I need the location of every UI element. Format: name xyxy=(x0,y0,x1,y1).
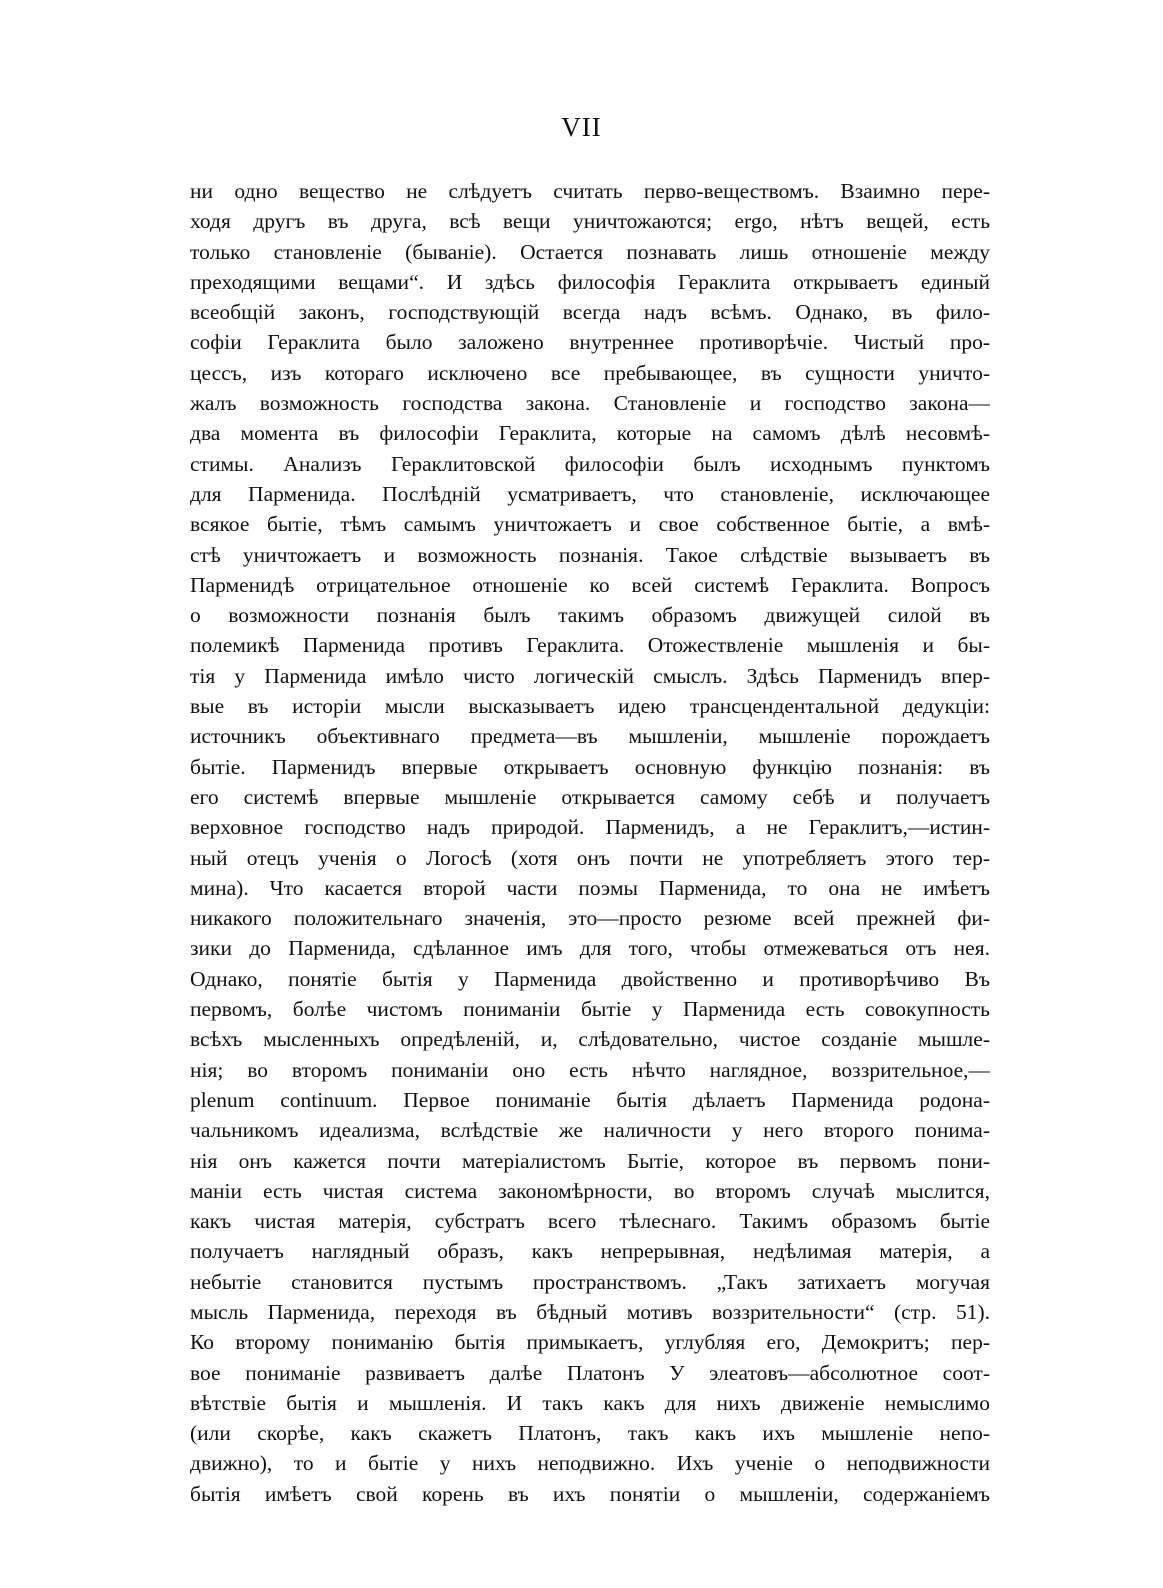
text-line: какъ чистая матерія, субстратъ всего тѣлеснаго. Такимъ образомъ бытіе xyxy=(190,1209,990,1234)
text-line: вое пониманіе развиваетъ далѣе Платонъ У элеатовъ—абсолютное соот- xyxy=(190,1360,990,1385)
body-text xyxy=(190,176,990,1509)
text-line: Парменидѣ отрицательное отношеніе ко всей системѣ Гераклита. Вопросъ xyxy=(190,572,990,597)
text-line: первомъ, болѣе чистомъ пониманіи бытіе у Парменида есть совокупность xyxy=(190,997,990,1022)
text-line: plenum continuum. Первое пониманіе бытія дѣлаетъ Парменида родона- xyxy=(190,1087,990,1112)
text-line: нія онъ кажется почти матеріалистомъ Бытіе, которое въ первомъ пони- xyxy=(190,1148,990,1173)
text-line: небытіе становится пустымъ пространствомъ. „Такъ затихаетъ могучая xyxy=(190,1269,990,1294)
text-line: ный отецъ ученія о Логосѣ (хотя онъ почти не употребляетъ этого тер- xyxy=(190,845,990,870)
text-line: цессъ, изъ котораго исключено все пребывающее, въ сущности уничто- xyxy=(190,360,990,385)
text-line: тія у Парменида имѣло чисто логическій смыслъ. Здѣсь Парменидъ впер- xyxy=(190,663,990,688)
text-line: верховное господство надъ природой. Парменидъ, а не Гераклитъ,—истин- xyxy=(190,815,990,840)
text-line: жалъ возможность господства закона. Становленіе и господство закона— xyxy=(190,391,990,416)
text-line: Однако, понятіе бытія у Парменида двойственно и противорѣчиво Въ xyxy=(190,966,990,991)
text-line: стимы. Анализъ Гераклитовской философіи былъ исходнымъ пунктомъ xyxy=(190,451,990,476)
text-line: всякое бытіе, тѣмъ самымъ уничтожаетъ и свое собственное бытіе, а вмѣ- xyxy=(190,512,990,537)
text-line: ходя другъ въ друга, всѣ вещи уничтожаются; ergo, нѣтъ вещей, есть xyxy=(190,209,990,234)
text-line: два момента въ философіи Гераклита, которые на самомъ дѣлѣ несовмѣ- xyxy=(190,421,990,446)
text-line: о возможности познанія былъ такимъ образомъ движущей силой въ xyxy=(190,603,990,628)
text-line: его системѣ впервые мышленіе открывается самому себѣ и получаетъ xyxy=(190,784,990,809)
text-line: всѣхъ мысленныхъ опредѣленій, и, слѣдовательно, чистое созданіе мышле- xyxy=(190,1027,990,1052)
text-line: чальникомъ идеализма, вслѣдствіе же наличности у него второго понима- xyxy=(190,1118,990,1143)
text-line: бытіе. Парменидъ впервые открываетъ основную функцію познанія: въ xyxy=(190,754,990,779)
text-line: вѣтствіе бытія и мышленія. И такъ какъ для нихъ движеніе немыслимо xyxy=(190,1390,990,1415)
text-line: движно), то и бытіе у нихъ неподвижно. Ихъ ученіе о неподвижности xyxy=(190,1451,990,1476)
text-line: всеобщій законъ, господствующій всегда надъ всѣмъ. Однако, въ фило- xyxy=(190,300,990,325)
text-line: ни одно вещество не слѣдуетъ считать перво-веществомъ. Взаимно пере- xyxy=(190,179,990,203)
text-line: нія; во второмъ пониманіи оно есть нѣчто наглядное, воззрительное,— xyxy=(190,1057,990,1082)
text-line: стѣ уничтожаетъ и возможность познанія. Такое слѣдствіе вызываетъ въ xyxy=(190,542,990,567)
text-line: для Парменида. Послѣдній усматриваетъ, что становленіе, исключающее xyxy=(190,481,990,506)
text-line: преходящими вещами“. И здѣсь философія Гераклита открываетъ единый xyxy=(190,269,990,294)
text-line: мина). Что касается второй части поэмы Парменида, то она не имѣетъ xyxy=(190,875,990,900)
text-line: никакого положительнаго значенія, это—просто резюме всей прежней фи- xyxy=(190,906,990,931)
text-line: (или скорѣе, какъ скажетъ Платонъ, такъ какъ ихъ мышленіе непо- xyxy=(190,1421,990,1446)
text-line: бытія имѣетъ свой корень въ ихъ понятіи о мышленіи, содержаніемъ xyxy=(190,1481,990,1506)
text-line: источникъ объективнаго предмета—въ мышленіи, мышленіе порождаетъ xyxy=(190,724,990,749)
text-line: только становленіе (бываніе). Остается познавать лишь отношеніе между xyxy=(190,239,990,264)
text-line: мысль Парменида, переходя въ бѣдный мотивъ воззрительности“ (стр. 51). xyxy=(190,1299,990,1324)
text-line: софіи Гераклита было заложено внутреннее противорѣчіе. Чистый про- xyxy=(190,330,990,355)
text-line: маніи есть чистая система закономѣрности, во второмъ случаѣ мыслится, xyxy=(190,1178,990,1203)
text-line: полемикѣ Парменида противъ Гераклита. Отожествленіе мышленія и бы- xyxy=(190,633,990,658)
text-line: вые въ исторіи мысли высказываетъ идею трансцендентальной дедукціи: xyxy=(190,694,990,719)
text-line: зики до Парменида, сдѣланное имъ для того, чтобы отмежеваться отъ нея. xyxy=(190,936,990,961)
text-line: получаетъ наглядный образъ, какъ непрерывная, недѣлимая матерія, а xyxy=(190,1239,990,1264)
text-line: Ко второму пониманію бытія примыкаетъ, углубляя его, Демокритъ; пер- xyxy=(190,1330,990,1355)
page-number: VII xyxy=(561,112,602,142)
